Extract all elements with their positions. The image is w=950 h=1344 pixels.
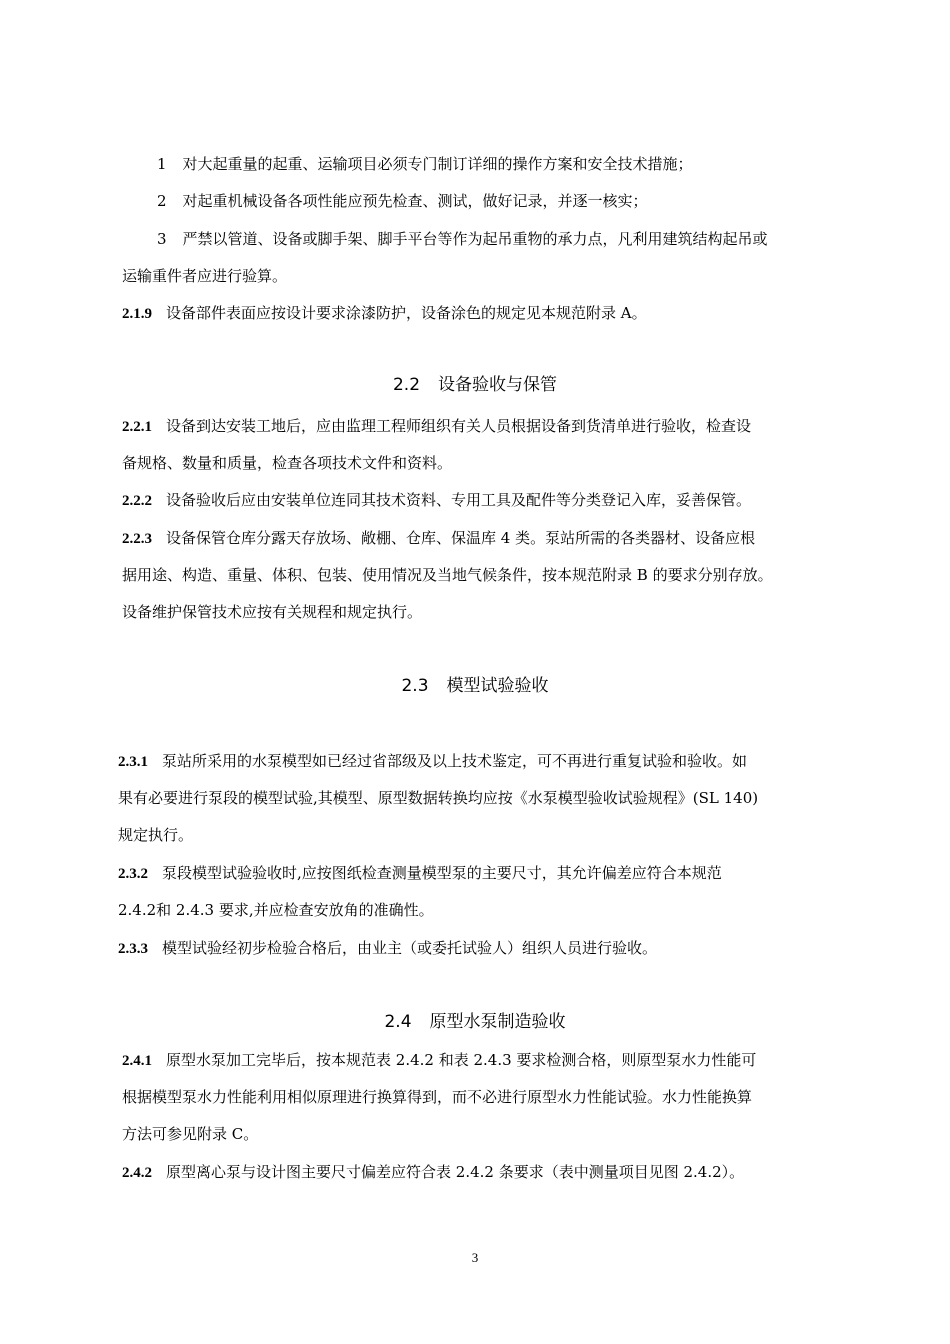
item-number: 3 [157, 230, 167, 248]
clause-2-3-2 [118, 863, 722, 884]
clause-number: 2.2.3 [122, 531, 152, 547]
clause-2-2-2 [122, 490, 751, 511]
item-text: 严禁以管道、设备或脚手架、脚手平台等作为起吊重物的承力点，凡利用建筑结构起吊或 [182, 230, 768, 248]
clause-number: 2.3.2 [118, 866, 148, 882]
item-text: 对起重机械设备各项性能应预先检查、测试，做好记录，并逐一核实； [182, 192, 648, 210]
section-number: 2.2 [392, 375, 421, 395]
list-item-1 [157, 154, 693, 174]
clause-number: 2.3.3 [118, 941, 148, 957]
item-number: 2 [157, 192, 167, 210]
clause-number: 2.2.1 [122, 419, 152, 435]
section-title: 原型水泵制造验收 [429, 1012, 566, 1032]
section-number: 2.3 [401, 676, 429, 696]
clause-2-2-1 [122, 416, 751, 437]
clause-2-3-1 [118, 751, 747, 772]
section-title: 设备验收与保管 [438, 375, 558, 395]
clause-text: 原型水泵加工完毕后，按本规范表 2.4.2 和表 2.4.3 要求检测合格，则原型泵水力性能可 [166, 1051, 757, 1069]
clause-text: 模型试验经初步检验合格后，由业主（或委托试验人）组织人员进行验收。 [162, 939, 658, 957]
clause-number: 2.2.2 [122, 493, 152, 509]
clause-text: 设备部件表面应按设计要求涂漆防护，设备涂色的规定见本规范附录 A。 [166, 304, 647, 322]
clause-2-3-1-line-2: 果有必要进行泵段的模型试验,其模型、原型数据转换均应按《水泵模型验收试验规程》(SL 140) [118, 789, 759, 807]
clause-2-2-1-line-2: 备规格、数量和质量，检查各项技术文件和资料。 [122, 454, 453, 472]
clause-number: 2.1.9 [122, 306, 152, 322]
clause-2-3-2-line-2: 2.4.2和 2.4.3 要求,并应检查安放角的准确性。 [118, 901, 434, 919]
section-heading-2-2 [0, 374, 950, 396]
clause-text: 设备保管仓库分露天存放场、敞棚、仓库、保温库 4 类。泵站所需的各类器材、设备应根 [166, 529, 756, 547]
clause-2-4-1-line-2: 根据模型泵水力性能利用相似原理进行换算得到，而不必进行原型水力性能试验。水力性能换算 [122, 1088, 753, 1106]
clause-text: 泵段模型试验验收时,应按图纸检查测量模型泵的主要尺寸，其允许偏差应符合本规范 [162, 864, 722, 882]
section-number: 2.4 [384, 1012, 412, 1032]
item-text: 对大起重量的起重、运输项目必须专门制订详细的操作方案和安全技术措施； [182, 155, 693, 173]
clause-2-1-9 [122, 303, 647, 324]
page-number: 3 [471, 1250, 479, 1265]
list-item-3 [157, 229, 768, 249]
item-number: 1 [157, 155, 167, 173]
list-item-2 [157, 191, 648, 211]
clause-number: 2.4.1 [122, 1053, 152, 1069]
section-heading-2-4 [0, 1011, 950, 1033]
clause-2-3-3 [118, 938, 657, 959]
section-title: 模型试验验收 [446, 676, 549, 696]
list-item-3-continuation: 运输重件者应进行验算。 [122, 267, 288, 285]
clause-text: 泵站所采用的水泵模型如已经过省部级及以上技术鉴定，可不再进行重复试验和验收。如 [162, 752, 748, 770]
clause-number: 2.4.2 [122, 1165, 152, 1181]
clause-2-3-1-line-3: 规定执行。 [118, 826, 194, 844]
clause-2-4-1 [122, 1050, 756, 1071]
clause-2-2-3 [122, 528, 755, 549]
clause-text: 设备到达安装工地后，应由监理工程师组织有关人员根据设备到货清单进行验收，检查设 [166, 417, 752, 435]
clause-number: 2.3.1 [118, 754, 148, 770]
clause-text: 设备验收后应由安装单位连同其技术资料、专用工具及配件等分类登记入库，妥善保管。 [166, 491, 752, 509]
clause-2-2-3-line-3: 设备维护保管技术应按有关规程和规定执行。 [122, 603, 423, 621]
section-heading-2-3 [0, 675, 950, 697]
clause-2-2-3-line-2: 据用途、构造、重量、体积、包装、使用情况及当地气候条件，按本规范附录 B 的要求分别存放。 [122, 566, 773, 584]
clause-2-4-1-line-3: 方法可参见附录 C。 [122, 1125, 259, 1143]
clause-2-4-2 [122, 1162, 744, 1183]
clause-text: 原型离心泵与设计图主要尺寸偏差应符合表 2.4.2 条要求（表中测量项目见图 2.4.2）。 [166, 1163, 745, 1181]
